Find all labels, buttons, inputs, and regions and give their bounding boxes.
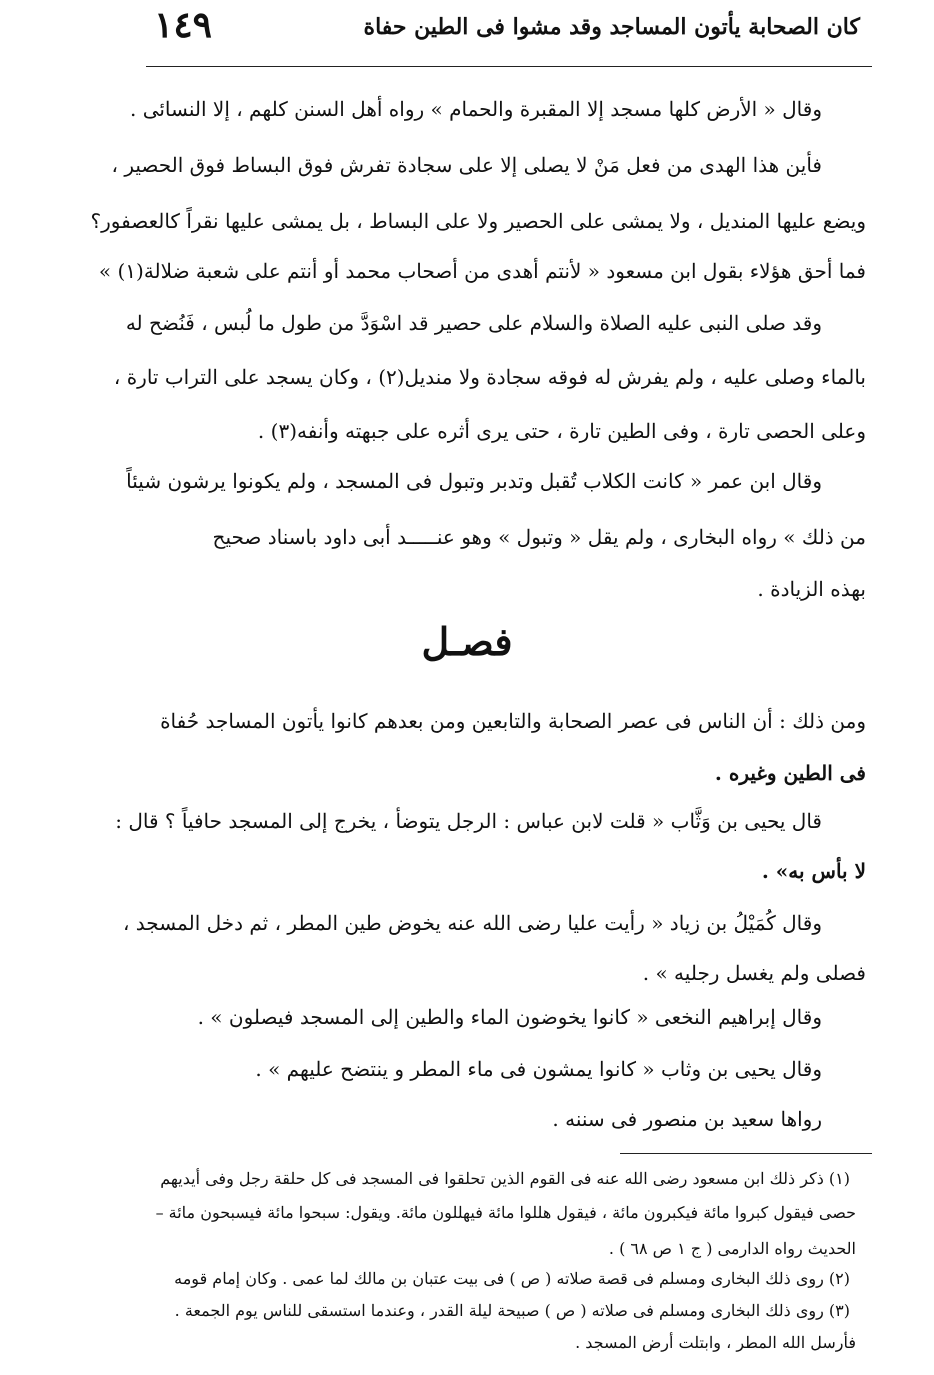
text-line: وقال يحيى بن وثاب « كانوا يمشون فى ماء المطر و ينتضح عليهم » . [255,1057,822,1081]
text-line: فصلى ولم يغسل رجليه » . [642,961,866,985]
text-line: وقال كُمَيْلُ بن زياد « رأيت عليا رضى الله عنه يخوض طين المطر ، ثم دخل المسجد ، [122,911,822,935]
page-number: ١٤٩ [154,4,213,46]
text-line: فأين هذا الهدى من فعل مَنْ لا يصلى إلا على سجادة تفرش فوق البساط فوق الحصير ، [111,153,822,177]
footnote-line: (٢) روى ذلك البخارى ومسلم فى قصة صلاته ( ص ) فى بيت عتبان بن مالك لما عمى . وكان إمام قومه [174,1269,850,1288]
text-line: من ذلك » رواه البخارى ، ولم يقل « وتبول » وهو عنـــــد أبى داود باسناد صحيح [212,525,866,549]
text-line: وعلى الحصى تارة ، وفى الطين تارة ، حتى يرى أثره على جبهته وأنفه(٣) . [257,419,866,443]
running-header [146,0,872,67]
text-line: بهذه الزيادة . [757,577,866,601]
text-line: وقال ابن عمر « كانت الكلاب تُقبل وتدبر وتبول فى المسجد ، ولم يكونوا يرشون شيئاً [126,469,822,493]
text-line: لا بأس به» . [761,859,866,883]
footnote-line: فأرسل الله المطر ، وابتلت أرض المسجد . [575,1333,856,1352]
footnote-line: الحديث رواه الدارمى ( ج ١ ص ٦٨ ) . [608,1239,856,1258]
footnote-line: (١) ذكر ذلك ابن مسعود رضى الله عنه فى القوم الذين تحلقوا فى المسجد فى كل حلقة رجل وفى أيديهم [160,1169,850,1188]
text-line: وقال « الأرض كلها مسجد إلا المقبرة والحمام » رواه أهل السنن كلهم ، إلا النسائى . [129,97,822,121]
text-line: وقال إبراهيم النخعى « كانوا يخوضون الماء والطين إلى المسجد فيصلون » . [197,1005,822,1029]
text-line: ومن ذلك : أن الناس فى عصر الصحابة والتابعين ومن بعدهم كانوا يأتون المساجد حُفاة [160,709,866,733]
section-heading: فصـل [421,619,513,664]
text-line: وقد صلى النبى عليه الصلاة والسلام على حصير قد اسْوَدَّ من طول ما لُبس ، فَنُضح له [125,311,822,335]
footnote-line: حصى فيقول كبروا مائة فيكبرون مائة ، فيقول هللوا مائة فيهللون مائة. ويقول: سبحوا مائة فيسبحون مائة – [155,1203,856,1222]
text-line: فما أحق هؤلاء بقول ابن مسعود « لأنتم أهدى من أصحاب محمد أو أنتم على شعبة ضلالة(١) » [98,259,866,283]
footnote-separator [620,1153,872,1154]
text-line: قال يحيى بن وَثَّاب « قلت لابن عباس : الرجل يتوضأ ، يخرج إلى المسجد حافياً ؟ قال : [115,809,822,833]
running-title: كان الصحابة يأتون المساجد وقد مشوا فى الطين حفاة [363,14,860,40]
text-line: بالماء وصلى عليه ، ولم يفرش له فوقه سجادة ولا منديل(٢) ، وكان يسجد على التراب تارة ، [113,365,866,389]
footnote-line: (٣) روى ذلك البخارى ومسلم فى صلاته ( ص ) صبيحة ليلة القدر ، وعندما استسقى للناس يوم الجمعة . [174,1301,850,1320]
text-line: رواها سعيد بن منصور فى سننه . [552,1107,822,1131]
text-line: فى الطين وغيره . [714,761,866,785]
text-line: ويضع عليها المنديل ، ولا يمشى على الحصير ولا على البساط ، بل يمشى عليها نقراً كالعصفور؟ [90,209,866,233]
